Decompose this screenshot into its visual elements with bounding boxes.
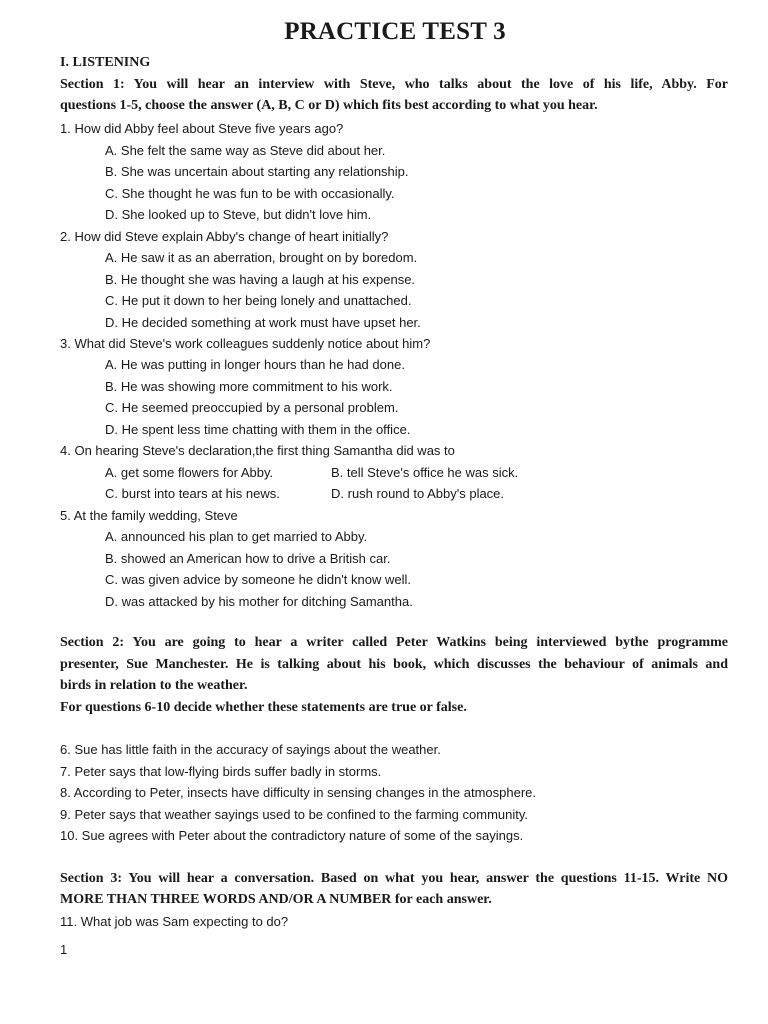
- question-4-option-c: C. burst into tears at his news.: [105, 486, 280, 501]
- statement-8: 8. According to Peter, insects have difficulty in sensing changes in the atmosphere.: [60, 785, 536, 800]
- question-4-stem: 4. On hearing Steve's declaration,the first thing Samantha did was to: [60, 443, 455, 458]
- question-1-option-a: A. She felt the same way as Steve did about her.: [105, 143, 386, 158]
- question-5-option-d: D. was attacked by his mother for ditching Samantha.: [105, 594, 413, 609]
- statement-6: 6. Sue has little faith in the accuracy of sayings about the weather.: [60, 742, 441, 757]
- question-1-option-d: D. She looked up to Steve, but didn't love him.: [105, 207, 372, 222]
- question-2-option-a: A. He saw it as an aberration, brought on by boredom.: [105, 250, 418, 265]
- question-4-options-row1: [105, 462, 768, 484]
- statement-9: 9. Peter says that weather sayings used to be confined to the farming community.: [60, 807, 529, 822]
- section2-intro-line1: Section 2: You are going to hear a writer called Peter Watkins being interviewed bythe programme: [60, 635, 728, 650]
- question-3-option-a: A. He was putting in longer hours than he had done.: [105, 357, 405, 372]
- question-3-option-c: C. He seemed preoccupied by a personal problem.: [105, 400, 399, 415]
- question-4-options-row2: [105, 483, 768, 505]
- question-4-option-b: B. tell Steve's office he was sick.: [331, 465, 519, 480]
- section2-intro-line2: presenter, Sue Manchester. He is talking about his book, which discusses the behaviour of animals and: [60, 657, 728, 672]
- page-title: PRACTICE TEST 3: [284, 18, 506, 45]
- section3-intro-line2: MORE THAN THREE WORDS AND/OR A NUMBER for each answer.: [60, 892, 492, 907]
- section2-instruction: For questions 6-10 decide whether these statements are true or false.: [60, 700, 467, 715]
- question-3-option-d: D. He spent less time chatting with them in the office.: [105, 422, 411, 437]
- section1-intro-line1: Section 1: You will hear an interview with Steve, who talks about the love of his life, Abby. For: [60, 77, 728, 92]
- question-2-option-b: B. He thought she was having a laugh at his expense.: [105, 272, 416, 287]
- section2-intro-line3: birds in relation to the weather.: [60, 678, 248, 693]
- section1-intro-line2: questions 1-5, choose the answer (A, B, C or D) which fits best according to what you hear.: [60, 98, 598, 113]
- question-5-option-c: C. was given advice by someone he didn't know well.: [105, 572, 411, 587]
- question-1-option-c: C. She thought he was fun to be with occasionally.: [105, 186, 395, 201]
- statement-7: 7. Peter says that low-flying birds suffer badly in storms.: [60, 764, 382, 779]
- question-2-option-d: D. He decided something at work must have upset her.: [105, 315, 421, 330]
- question-2-option-c: C. He put it down to her being lonely and unattached.: [105, 293, 412, 308]
- question-3-stem: 3. What did Steve's work colleagues suddenly notice about him?: [60, 336, 431, 351]
- statement-10: 10. Sue agrees with Peter about the contradictory nature of some of the sayings.: [60, 828, 524, 843]
- question-3-option-b: B. He was showing more commitment to his work.: [105, 379, 393, 394]
- question-1-option-b: B. She was uncertain about starting any relationship.: [105, 164, 409, 179]
- question-4-option-d: D. rush round to Abby's place.: [331, 486, 505, 501]
- section3-intro-line1: Section 3: You will hear a conversation. Based on what you hear, answer the questions 11-15. Write NO: [60, 871, 728, 886]
- question-4-option-a: A. get some flowers for Abby.: [105, 465, 274, 480]
- question-5-option-a: A. announced his plan to get married to Abby.: [105, 529, 368, 544]
- question-1-stem: 1. How did Abby feel about Steve five years ago?: [60, 121, 344, 136]
- question-5-stem: 5. At the family wedding, Steve: [60, 508, 238, 523]
- question-2-stem: 2. How did Steve explain Abby's change of heart initially?: [60, 229, 389, 244]
- page-number: 1: [60, 942, 68, 957]
- part-heading: I. LISTENING: [60, 55, 151, 70]
- question-11-stem: 11. What job was Sam expecting to do?: [60, 914, 289, 929]
- question-5-option-b: B. showed an American how to drive a British car.: [105, 551, 391, 566]
